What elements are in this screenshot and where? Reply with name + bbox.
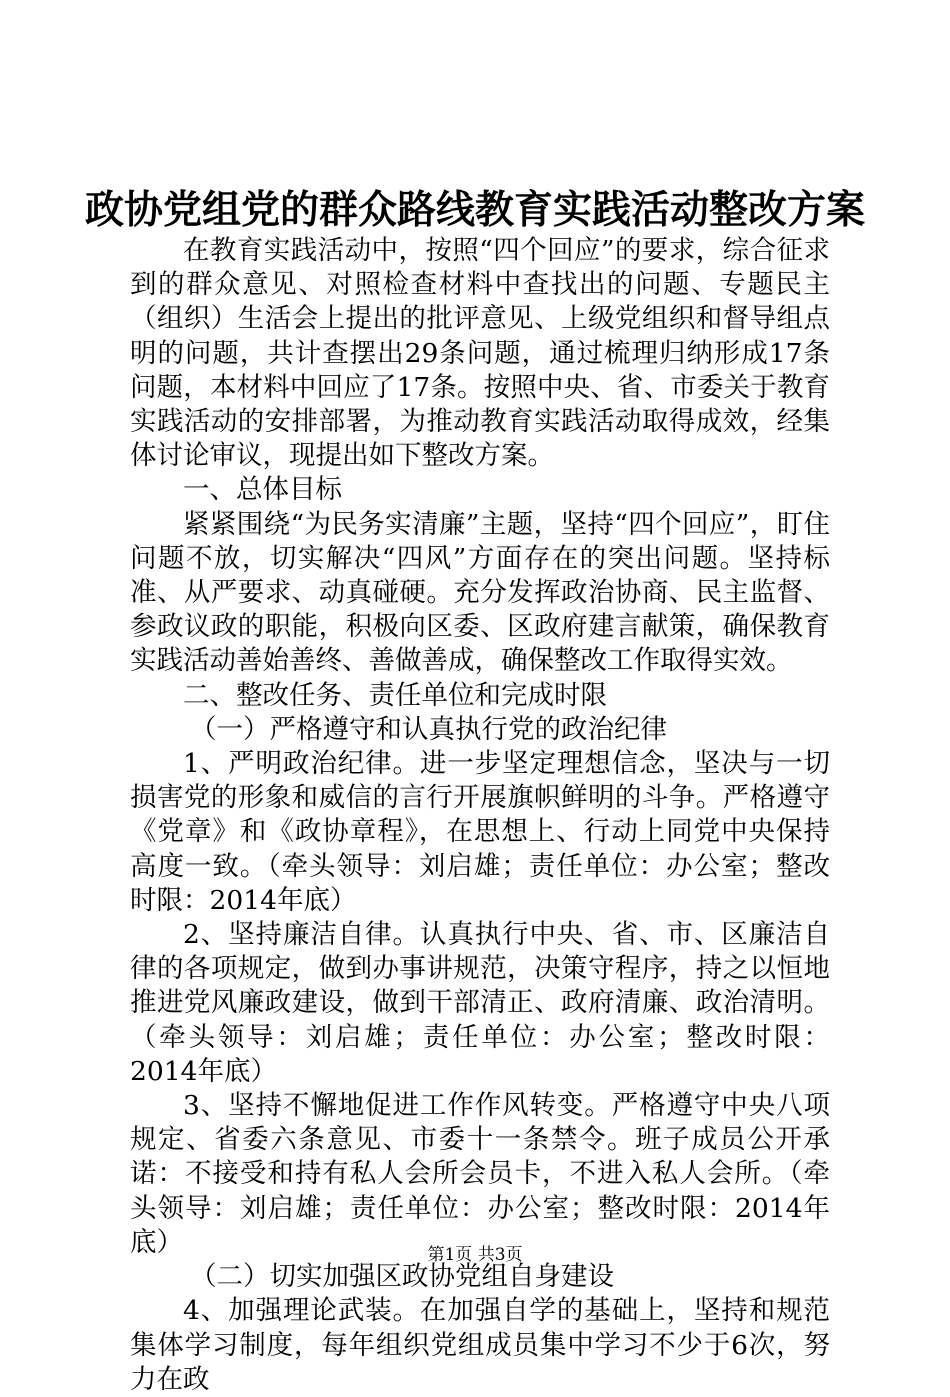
heading-overall-goal: 一、总体目标: [183, 474, 342, 506]
subheading-party-group-building: （二）切实加强区政协党组自身建设: [190, 1261, 614, 1293]
paragraph-overall-goal: 紧紧围绕“为民务实清廉”主题，坚持“四个回应”，盯住问题不放，切实解决“四风”方面存在的突出问题。坚持标准、从严要求、动真碰硬。充分发挥政治协商、民主监督、参政议政的职能，积极向区委、区政府建言献策，确保教育实践活动善始善终、善做善成，确保整改工作取得实效。: [130, 508, 830, 677]
paragraph-item-3: 3、坚持不懈地促进工作作风转变。严格遵守中央八项规定、省委六条意见、市委十一条禁令。班子成员公开承诺：不接受和持有私人会所会员卡，不进入私人会所。（牵头领导：刘启雄；责任单位：办公室；整改时限：2014年底）: [130, 1090, 830, 1258]
heading-rectification-tasks: 二、整改任务、责任单位和完成时限: [183, 679, 607, 711]
paragraph-item-4: 4、加强理论武装。在加强自学的基础上，坚持和规范集体学习制度，每年组织党组成员集中学习不少于6次，努力在政: [130, 1295, 830, 1395]
paragraph-item-1: 1、严明政治纪律。进一步坚定理想信念，坚决与一切损害党的形象和威信的言行开展旗帜鲜明的斗争。严格遵守《党章》和《政协章程》，在思想上、行动上同党中央保持高度一致。（牵头领导：刘启雄；责任单位：办公室；整改时限：2014年底）: [130, 748, 830, 916]
page-footer: 第1页 共3页: [427, 1245, 523, 1265]
page-title: 政协党组党的群众路线教育实践活动整改方案: [84, 187, 865, 233]
paragraph-intro: 在教育实践活动中，按照“四个回应”的要求，综合征求到的群众意见、对照检查材料中查找出的问题、专题民主（组织）生活会上提出的批评意见、上级党组织和督导组点明的问题，共计查摆出29条问题，通过梳理归纳形成17条问题，本材料中回应了17条。按照中央、省、市委关于教育实践活动的安排部署，为推动教育实践活动取得成效，经集体讨论审议，现提出如下整改方案。: [130, 235, 830, 472]
paragraph-item-2: 2、坚持廉洁自律。认真执行中央、省、市、区廉洁自律的各项规定，做到办事讲规范，决策守程序，持之以恒地推进党风廉政建设，做到干部清正、政府清廉、政治清明。（牵头领导：刘启雄；责任单位：办公室；整改时限：2014年底）: [130, 919, 830, 1087]
subheading-political-discipline: （一）严格遵守和认真执行党的政治纪律: [190, 713, 667, 745]
document-body: [130, 234, 830, 1397]
